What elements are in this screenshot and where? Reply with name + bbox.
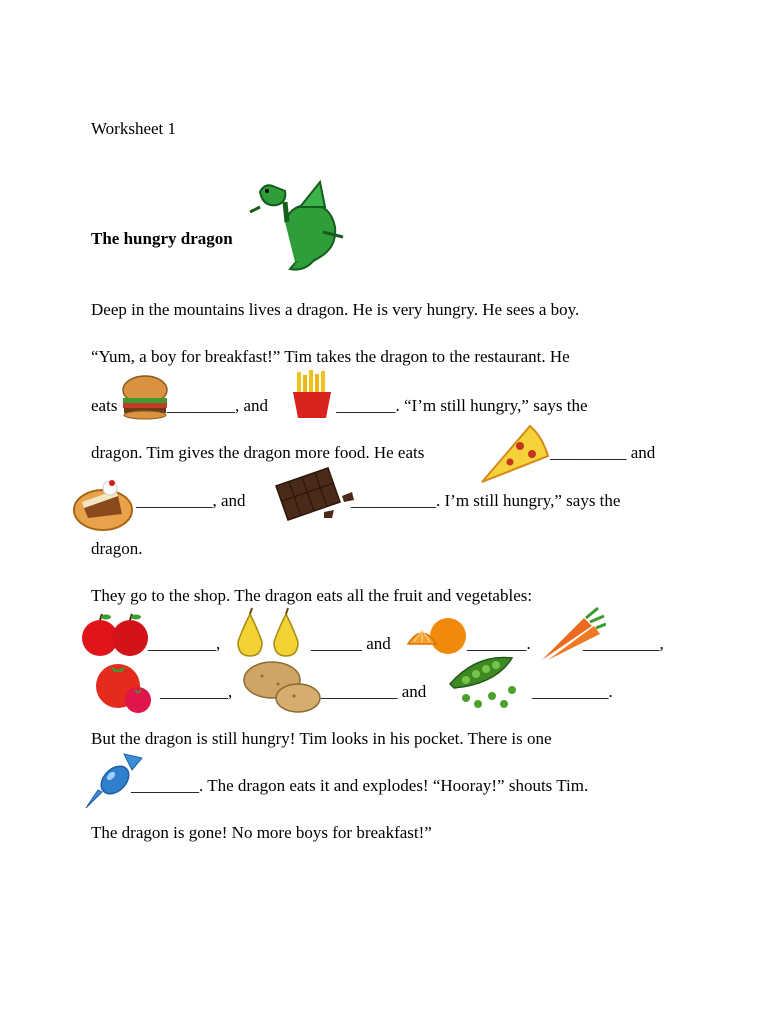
- story-line-9c: _________.: [532, 682, 613, 701]
- story-line-10: But the dragon is still hungry! Tim looks in his pocket. There is one: [91, 729, 552, 748]
- story-line-4a: dragon. Tim gives the dragon more food. He eats: [91, 443, 425, 462]
- story-line-8d: _________,: [583, 634, 664, 653]
- story-line-5b: __________. I’m still hungry,” says the: [351, 491, 621, 510]
- story-line-3c: _______. “I’m still hungry,” says the: [336, 396, 588, 415]
- story-line-7: They go to the shop. The dragon eats all the fruit and vegetables:: [91, 586, 533, 605]
- story-line-4b: _________ and: [550, 443, 656, 462]
- fries-icon: [288, 370, 336, 420]
- story-line-3b: ________, and: [167, 396, 269, 415]
- pizza-icon: [480, 424, 550, 484]
- tomatoes-icon: [94, 660, 156, 716]
- story-line-2: “Yum, a boy for breakfast!” Tim takes the dragon to the restaurant. He: [91, 347, 570, 366]
- story-line-3a: eats: [91, 396, 118, 415]
- chocolate-icon: [272, 466, 358, 522]
- story-line-8a: ________,: [148, 634, 221, 653]
- story-line-1: Deep in the mountains lives a dragon. He is very hungry. He sees a boy.: [91, 300, 580, 319]
- story-line-9b: _________ and: [321, 682, 427, 701]
- page-title: The hungry dragon: [91, 229, 233, 248]
- worksheet-label: Worksheet 1: [91, 119, 177, 138]
- burger-icon: [120, 372, 170, 420]
- potatoes-icon: [242, 660, 322, 714]
- story-line-9a: ________,: [160, 682, 233, 701]
- oranges-icon: [406, 614, 468, 658]
- pears-icon: [232, 606, 306, 658]
- story-line-5a: _________, and: [136, 491, 246, 510]
- story-line-8c: _______.: [467, 634, 531, 653]
- dragon-icon: [245, 177, 345, 273]
- pie-icon: [72, 474, 134, 534]
- peas-icon: [446, 654, 522, 714]
- story-line-6: dragon.: [91, 539, 143, 558]
- story-line-12: The dragon is gone! No more boys for breakfast!”: [91, 823, 432, 842]
- story-line-11: ________. The dragon eats it and explodes! “Hooray!” shouts Tim.: [131, 776, 589, 795]
- story-line-8b: ______ and: [311, 634, 391, 653]
- apples-icon: [80, 612, 150, 658]
